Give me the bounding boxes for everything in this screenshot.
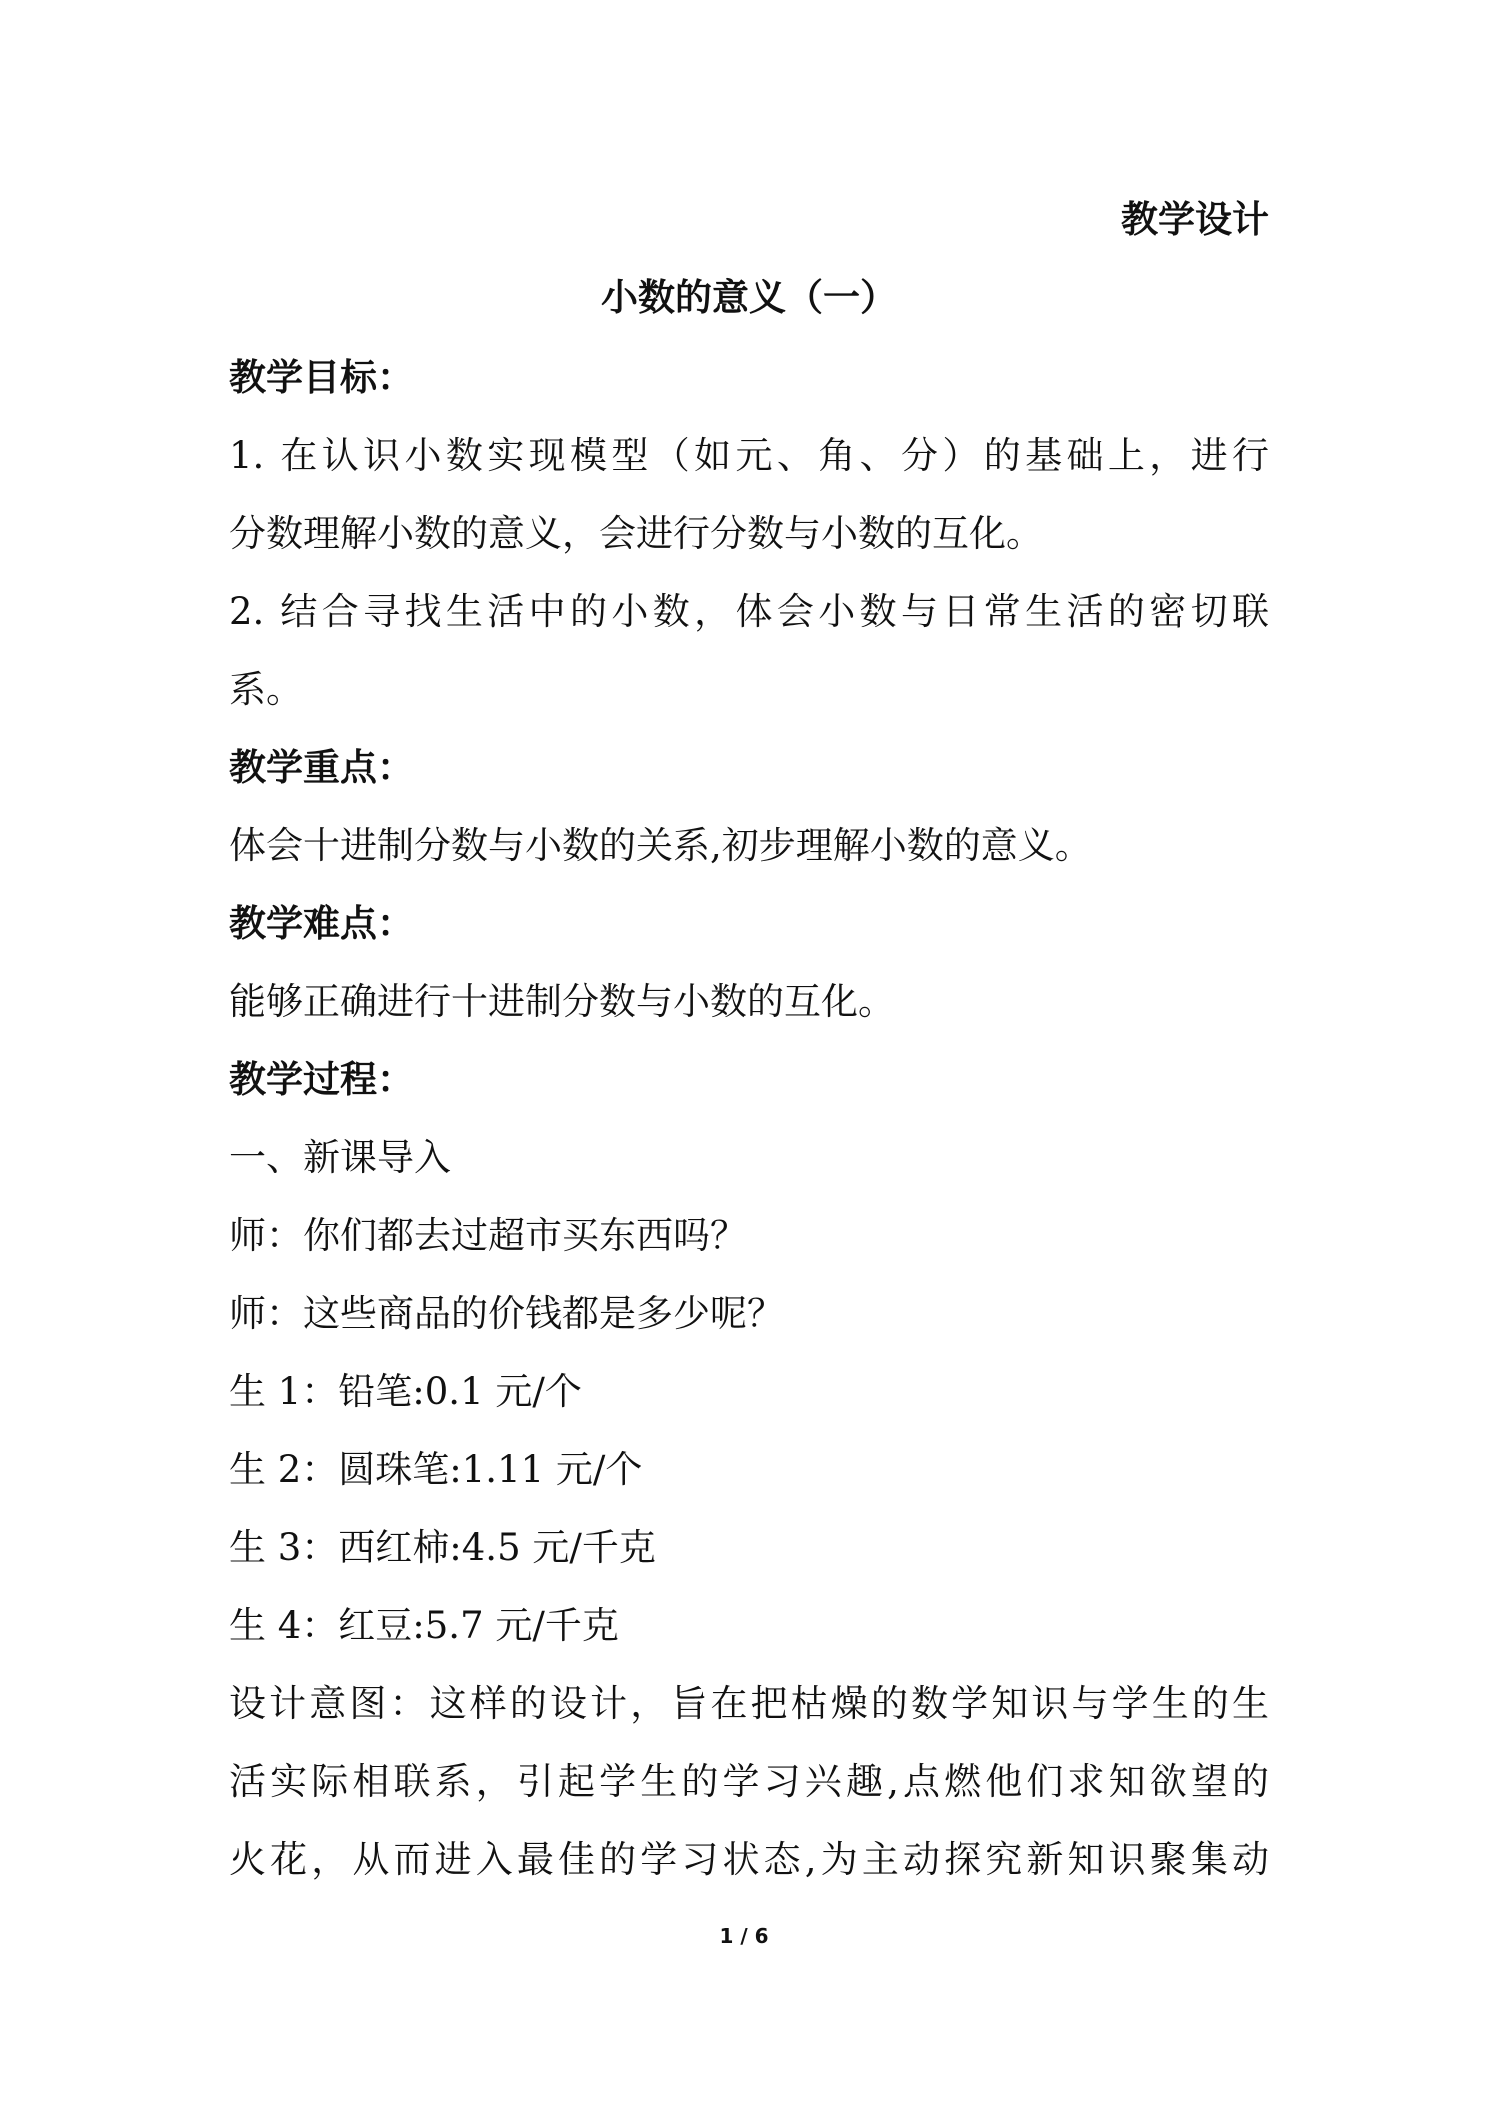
student-answer-2: 生 2：圆珠笔:1.11 元/个 [229, 1448, 643, 1491]
document-title: 小数的意义（一） [601, 276, 897, 319]
objective-line-4: 系。 [229, 668, 303, 711]
objectives-heading: 教学目标： [229, 356, 414, 399]
objective-line-2: 分数理解小数的意义，会进行分数与小数的互化。 [229, 512, 1043, 555]
teacher-question-1: 师：你们都去过超市买东西吗？ [229, 1214, 747, 1257]
design-intent-line-3: 火花，从而进入最佳的学习状态,为主动探究新知识聚集动 [229, 1838, 1269, 1881]
key-points-heading: 教学重点： [229, 746, 414, 789]
process-heading: 教学过程： [229, 1058, 414, 1101]
page-number: 1 / 6 [719, 1924, 769, 1948]
student-answer-1: 生 1：铅笔:0.1 元/个 [229, 1370, 582, 1413]
document-type-label: 教学设计 [1121, 198, 1269, 241]
design-intent-line-2: 活实际相联系，引起学生的学习兴趣,点燃他们求知欲望的 [229, 1760, 1269, 1803]
key-points-text: 体会十进制分数与小数的关系,初步理解小数的意义。 [229, 824, 1092, 867]
difficulties-heading: 教学难点： [229, 902, 414, 945]
teacher-question-2: 师：这些商品的价钱都是多少呢？ [229, 1292, 784, 1335]
student-answer-4: 生 4：红豆:5.7 元/千克 [229, 1604, 619, 1647]
objective-line-3: 2. 结合寻找生活中的小数，体会小数与日常生活的密切联 [229, 590, 1269, 633]
difficulties-text: 能够正确进行十进制分数与小数的互化。 [229, 980, 895, 1023]
section-new-lesson-intro: 一、新课导入 [229, 1136, 451, 1179]
student-answer-3: 生 3：西红柿:4.5 元/千克 [229, 1526, 656, 1569]
design-intent-line-1: 设计意图：这样的设计，旨在把枯燥的数学知识与学生的生 [229, 1682, 1269, 1725]
objective-line-1: 1. 在认识小数实现模型（如元、角、分）的基础上，进行 [229, 434, 1269, 477]
